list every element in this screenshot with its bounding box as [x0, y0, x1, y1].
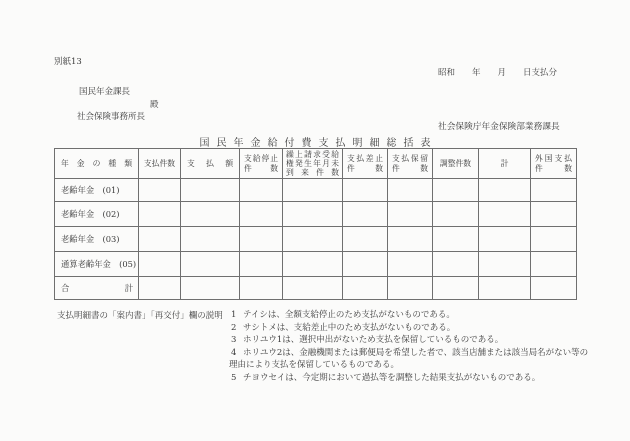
note-number: 3: [231, 335, 237, 346]
data-cell: [181, 252, 240, 277]
note-item-5: [231, 372, 588, 385]
data-cell: [479, 277, 531, 300]
notes-heading: 支払明細書の「案内書」「再交付」欄の説明: [57, 311, 223, 321]
data-cell: [283, 252, 343, 277]
data-cell: [139, 179, 181, 202]
data-cell: [433, 277, 479, 300]
table-row-grand-total: [55, 277, 577, 300]
data-cell: [139, 277, 181, 300]
honorific-dono: 殿: [150, 100, 159, 110]
data-cell: [531, 252, 577, 277]
col-header-total: 計: [479, 149, 531, 179]
data-cell: [283, 227, 343, 252]
data-cell: [433, 179, 479, 202]
col-header-pension-type: 年金の種類: [55, 149, 139, 179]
data-cell: [433, 202, 479, 227]
summary-table: [54, 148, 577, 300]
data-cell: [283, 277, 343, 300]
data-cell: [139, 202, 181, 227]
col-header-adjustment-count: 調整件数: [433, 149, 479, 179]
data-cell: [479, 227, 531, 252]
data-cell: [181, 202, 240, 227]
data-cell: [388, 179, 433, 202]
note-text: チヨウセイは、今定期において過払等を調整した結果支払がないものである。: [243, 372, 541, 383]
data-cell: [181, 277, 240, 300]
data-cell: [343, 202, 388, 227]
note-number: 2: [231, 322, 237, 333]
row-label-total: 合計: [55, 277, 139, 300]
note-item-1: [231, 309, 588, 322]
data-cell: [479, 202, 531, 227]
col-header-foreign-payment-count: 外国支払 件数: [531, 149, 577, 179]
data-cell: [283, 179, 343, 202]
note-text: テイシは、全額支給停止のため支払がないものである。: [243, 310, 455, 320]
data-cell: [181, 227, 240, 252]
data-cell: [388, 252, 433, 277]
note-text: 理由により支払を保留しているものである。: [229, 360, 400, 371]
note-item-4-continuation: [229, 359, 588, 372]
data-cell: [139, 227, 181, 252]
data-cell: [240, 202, 283, 227]
data-cell: [240, 227, 283, 252]
note-item-4: [231, 347, 588, 360]
row-label: 老齢年金 (03): [55, 227, 139, 252]
data-cell: [433, 252, 479, 277]
data-cell: [433, 227, 479, 252]
data-cell: [343, 179, 388, 202]
note-number: 1: [231, 310, 237, 320]
table-row-old-age-pension-03: [55, 227, 577, 252]
data-cell: [240, 179, 283, 202]
data-cell: [531, 227, 577, 252]
data-cell: [343, 277, 388, 300]
note-text: サシトメは、支給差止中のため支払がないものである。: [243, 322, 456, 333]
data-cell: [388, 277, 433, 300]
data-cell: [479, 252, 531, 277]
data-cell: [343, 252, 388, 277]
data-cell: [240, 252, 283, 277]
table-row-old-age-pension-02: [55, 202, 577, 227]
notes-list: [231, 309, 588, 385]
data-cell: [388, 227, 433, 252]
data-cell: [139, 252, 181, 277]
col-header-payment-reserved-count: 支払保留 件数: [388, 149, 433, 179]
data-cell: [531, 202, 577, 227]
row-label: 老齢年金 (01): [55, 179, 139, 202]
note-number: 4: [231, 347, 237, 358]
col-header-payment-withheld-count: 支払差止 件数: [343, 149, 388, 179]
col-header-early-claim-not-yet-due-count: 繰上請求受給 権発生年月未 到来件数: [283, 149, 343, 179]
data-cell: [181, 179, 240, 202]
addressee-national-pension-section-chief: 国民年金課長: [79, 87, 131, 97]
note-item-2: [231, 322, 588, 335]
note-number: 5: [231, 372, 237, 383]
note-item-3: [231, 334, 588, 347]
doc-ref: 別紙13: [54, 57, 82, 67]
data-cell: [531, 179, 577, 202]
table-header-row: [55, 149, 577, 179]
data-cell: [531, 277, 577, 300]
data-cell: [283, 202, 343, 227]
page-title: 国民年金給付費支払明細総括表: [199, 138, 438, 149]
data-cell: [343, 227, 388, 252]
row-label: 老齢年金 (02): [55, 202, 139, 227]
col-header-payment-amount: 支払額: [181, 149, 240, 179]
table-row-total-old-age-pension-05: [55, 252, 577, 277]
col-header-payment-count: 支払件数: [139, 149, 181, 179]
payment-date-line: 昭和 年 月 日支払分: [438, 68, 558, 78]
data-cell: [240, 277, 283, 300]
data-cell: [388, 202, 433, 227]
note-text: ホリユウ2は、金融機関または郵便局を希望した者で、該当店舗または該当局名がない等の: [243, 347, 589, 358]
col-header-suspension-count: 支給停止 件数: [240, 149, 283, 179]
addressee-social-insurance-office-chief: 社会保険事務所長: [77, 112, 146, 122]
row-label: 通算老齢年金 (05): [55, 252, 139, 277]
note-text: ホリユウ1は、選択申出がないため支払を保留しているものである。: [243, 335, 504, 346]
table-row-old-age-pension-01: [55, 179, 577, 202]
sender-operations-section-chief: 社会保険庁年金保険部業務課長: [438, 122, 560, 132]
data-cell: [479, 179, 531, 202]
